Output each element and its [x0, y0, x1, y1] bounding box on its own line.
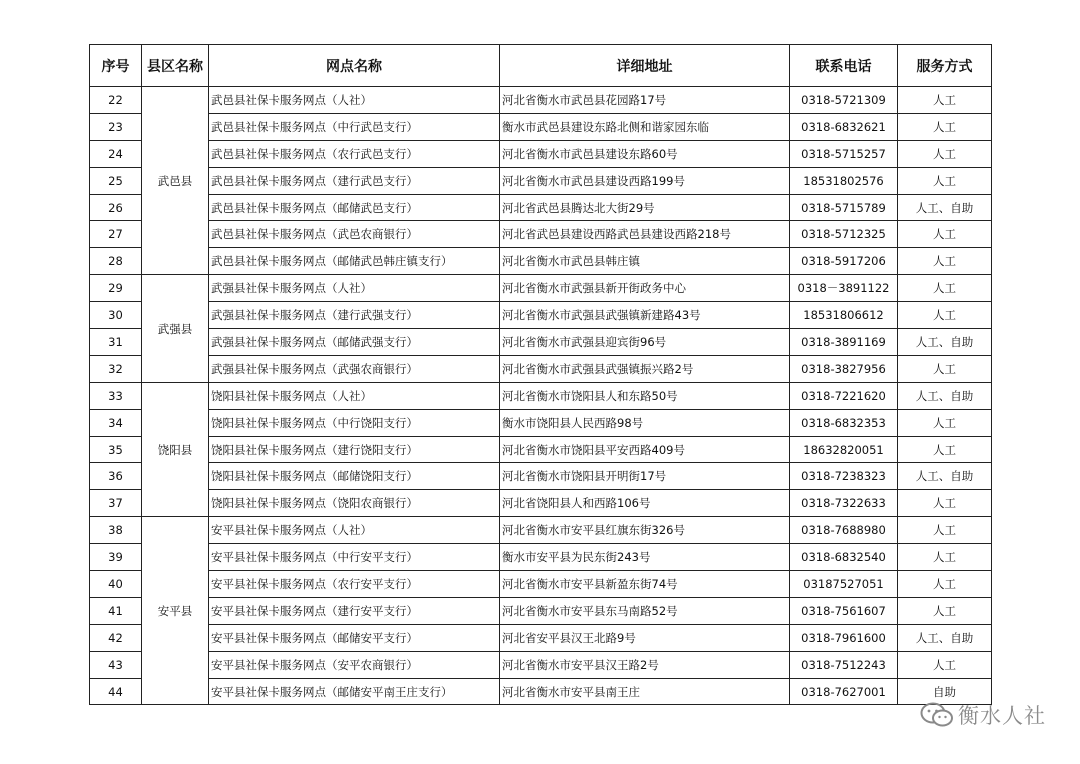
table-row: [90, 167, 992, 194]
point-name: 安平县社保卡服务网点（安平农商银行）: [209, 651, 500, 678]
row-no: 23: [90, 113, 142, 140]
row-no: 34: [90, 409, 142, 436]
county-name: 饶阳县: [142, 382, 209, 516]
table-row: [90, 140, 992, 167]
watermark: [920, 700, 1046, 730]
point-address: 衡水市安平县为民东街243号: [500, 544, 790, 571]
point-name: 武邑县社保卡服务网点（邮储武邑韩庄镇支行）: [209, 248, 500, 275]
point-phone: 0318-7627001: [790, 678, 898, 705]
point-address: 河北省衡水市武邑县建设西路199号: [500, 167, 790, 194]
service-mode: 人工: [898, 597, 992, 624]
service-mode: 人工: [898, 409, 992, 436]
service-mode: 人工: [898, 436, 992, 463]
point-phone: 0318-7238323: [790, 463, 898, 490]
table-row: [90, 490, 992, 517]
table-row: [90, 355, 992, 382]
table-row: [90, 302, 992, 329]
point-name: 安平县社保卡服务网点（农行安平支行）: [209, 571, 500, 598]
point-name: 安平县社保卡服务网点（建行安平支行）: [209, 597, 500, 624]
point-name: 饶阳县社保卡服务网点（人社）: [209, 382, 500, 409]
row-no: 29: [90, 275, 142, 302]
row-no: 36: [90, 463, 142, 490]
service-mode: 人工、自助: [898, 329, 992, 356]
row-no: 42: [90, 624, 142, 651]
point-phone: 0318-3827956: [790, 355, 898, 382]
point-phone: 0318-6832540: [790, 544, 898, 571]
point-address: 河北省衡水市武强县武强镇新建路43号: [500, 302, 790, 329]
row-no: 44: [90, 678, 142, 705]
point-address: 河北省衡水市武邑县韩庄镇: [500, 248, 790, 275]
point-name: 武邑县社保卡服务网点（邮储武邑支行）: [209, 194, 500, 221]
point-address: 河北省武邑县腾达北大街29号: [500, 194, 790, 221]
point-phone: 18531806612: [790, 302, 898, 329]
header-county: 县区名称: [142, 45, 209, 87]
point-name: 武强县社保卡服务网点（武强农商银行）: [209, 355, 500, 382]
table-row: [90, 382, 992, 409]
point-address: 河北省衡水市饶阳县平安西路409号: [500, 436, 790, 463]
point-address: 河北省衡水市武强县迎宾街96号: [500, 329, 790, 356]
table-row: [90, 544, 992, 571]
point-address: 河北省衡水市武强县武强镇振兴路2号: [500, 355, 790, 382]
row-no: 37: [90, 490, 142, 517]
point-phone: 0318-7512243: [790, 651, 898, 678]
row-no: 31: [90, 329, 142, 356]
service-mode: 人工: [898, 651, 992, 678]
service-points-table: [89, 44, 992, 705]
point-address: 河北省衡水市安平县东马南路52号: [500, 597, 790, 624]
county-name: 安平县: [142, 517, 209, 705]
table-row: [90, 624, 992, 651]
table-row: [90, 409, 992, 436]
table-row: [90, 517, 992, 544]
table-row: [90, 194, 992, 221]
table-row: [90, 221, 992, 248]
row-no: 38: [90, 517, 142, 544]
watermark-text: 衡水人社: [958, 704, 1046, 728]
header-no: 序号: [90, 45, 142, 87]
point-address: 河北省衡水市安平县新盈东街74号: [500, 571, 790, 598]
service-mode: 自助: [898, 678, 992, 705]
table-body: [90, 87, 992, 705]
point-name: 武邑县社保卡服务网点（中行武邑支行）: [209, 113, 500, 140]
service-mode: 人工、自助: [898, 382, 992, 409]
point-address: 河北省饶阳县人和西路106号: [500, 490, 790, 517]
point-name: 安平县社保卡服务网点（邮储安平支行）: [209, 624, 500, 651]
row-no: 30: [90, 302, 142, 329]
point-name: 武邑县社保卡服务网点（武邑农商银行）: [209, 221, 500, 248]
point-name: 武邑县社保卡服务网点（农行武邑支行）: [209, 140, 500, 167]
county-name: 武邑县: [142, 87, 209, 275]
point-name: 武强县社保卡服务网点（人社）: [209, 275, 500, 302]
point-phone: 0318-6832353: [790, 409, 898, 436]
point-phone: 0318-5715257: [790, 140, 898, 167]
service-mode: 人工: [898, 544, 992, 571]
point-address: 河北省衡水市武强县新开街政务中心: [500, 275, 790, 302]
point-address: 河北省衡水市安平县南王庄: [500, 678, 790, 705]
point-name: 安平县社保卡服务网点（中行安平支行）: [209, 544, 500, 571]
point-address: 河北省衡水市饶阳县人和东路50号: [500, 382, 790, 409]
point-phone: 0318-5721309: [790, 87, 898, 114]
point-phone: 18531802576: [790, 167, 898, 194]
point-phone: 0318-7561607: [790, 597, 898, 624]
table-row: [90, 651, 992, 678]
service-mode: 人工: [898, 221, 992, 248]
county-name: 武强县: [142, 275, 209, 383]
table-row: [90, 275, 992, 302]
point-phone: 0318-7688980: [790, 517, 898, 544]
service-mode: 人工: [898, 355, 992, 382]
table-row: [90, 87, 992, 114]
service-mode: 人工、自助: [898, 463, 992, 490]
table-row: [90, 329, 992, 356]
point-phone: 0318-6832621: [790, 113, 898, 140]
service-mode: 人工: [898, 571, 992, 598]
wechat-icon: [920, 702, 954, 728]
point-name: 饶阳县社保卡服务网点（邮储饶阳支行）: [209, 463, 500, 490]
point-name: 安平县社保卡服务网点（人社）: [209, 517, 500, 544]
service-mode: 人工: [898, 275, 992, 302]
point-address: 河北省衡水市安平县汉王路2号: [500, 651, 790, 678]
service-mode: 人工: [898, 140, 992, 167]
service-mode: 人工: [898, 167, 992, 194]
header-service: 服务方式: [898, 45, 992, 87]
point-address: 河北省安平县汉王北路9号: [500, 624, 790, 651]
row-no: 24: [90, 140, 142, 167]
point-address: 衡水市饶阳县人民西路98号: [500, 409, 790, 436]
point-address: 河北省衡水市武邑县花园路17号: [500, 87, 790, 114]
row-no: 40: [90, 571, 142, 598]
point-phone: 0318-7961600: [790, 624, 898, 651]
header-address: 详细地址: [500, 45, 790, 87]
point-phone: 0318-5917206: [790, 248, 898, 275]
point-phone: 03187527051: [790, 571, 898, 598]
point-address: 河北省武邑县建设西路武邑县建设西路218号: [500, 221, 790, 248]
row-no: 28: [90, 248, 142, 275]
point-phone: 0318-3891169: [790, 329, 898, 356]
table-row: [90, 571, 992, 598]
point-name: 武强县社保卡服务网点（建行武强支行）: [209, 302, 500, 329]
service-mode: 人工: [898, 302, 992, 329]
table-row: [90, 597, 992, 624]
row-no: 43: [90, 651, 142, 678]
row-no: 33: [90, 382, 142, 409]
table-header-row: [90, 45, 992, 87]
point-phone: 18632820051: [790, 436, 898, 463]
point-name: 饶阳县社保卡服务网点（中行饶阳支行）: [209, 409, 500, 436]
point-name: 饶阳县社保卡服务网点（饶阳农商银行）: [209, 490, 500, 517]
service-mode: 人工: [898, 248, 992, 275]
table-row: [90, 113, 992, 140]
header-phone: 联系电话: [790, 45, 898, 87]
point-name: 安平县社保卡服务网点（邮储安平南王庄支行）: [209, 678, 500, 705]
service-mode: 人工: [898, 87, 992, 114]
table-row: [90, 463, 992, 490]
point-phone: 0318－3891122: [790, 275, 898, 302]
row-no: 22: [90, 87, 142, 114]
point-address: 河北省衡水市饶阳县开明街17号: [500, 463, 790, 490]
table-row: [90, 436, 992, 463]
row-no: 32: [90, 355, 142, 382]
point-name: 武邑县社保卡服务网点（人社）: [209, 87, 500, 114]
row-no: 27: [90, 221, 142, 248]
row-no: 35: [90, 436, 142, 463]
point-address: 河北省衡水市武邑县建设东路60号: [500, 140, 790, 167]
point-name: 武强县社保卡服务网点（邮储武强支行）: [209, 329, 500, 356]
row-no: 26: [90, 194, 142, 221]
service-mode: 人工: [898, 113, 992, 140]
point-phone: 0318-5712325: [790, 221, 898, 248]
service-mode: 人工: [898, 517, 992, 544]
point-address: 河北省衡水市安平县红旗东街326号: [500, 517, 790, 544]
table-row: [90, 678, 992, 705]
point-address: 衡水市武邑县建设东路北侧和谐家园东临: [500, 113, 790, 140]
service-mode: 人工、自助: [898, 624, 992, 651]
service-mode: 人工、自助: [898, 194, 992, 221]
table-row: [90, 248, 992, 275]
row-no: 41: [90, 597, 142, 624]
service-mode: 人工: [898, 490, 992, 517]
point-name: 武邑县社保卡服务网点（建行武邑支行）: [209, 167, 500, 194]
point-name: 饶阳县社保卡服务网点（建行饶阳支行）: [209, 436, 500, 463]
header-point-name: 网点名称: [209, 45, 500, 87]
point-phone: 0318-7322633: [790, 490, 898, 517]
point-phone: 0318-7221620: [790, 382, 898, 409]
point-phone: 0318-5715789: [790, 194, 898, 221]
row-no: 39: [90, 544, 142, 571]
row-no: 25: [90, 167, 142, 194]
